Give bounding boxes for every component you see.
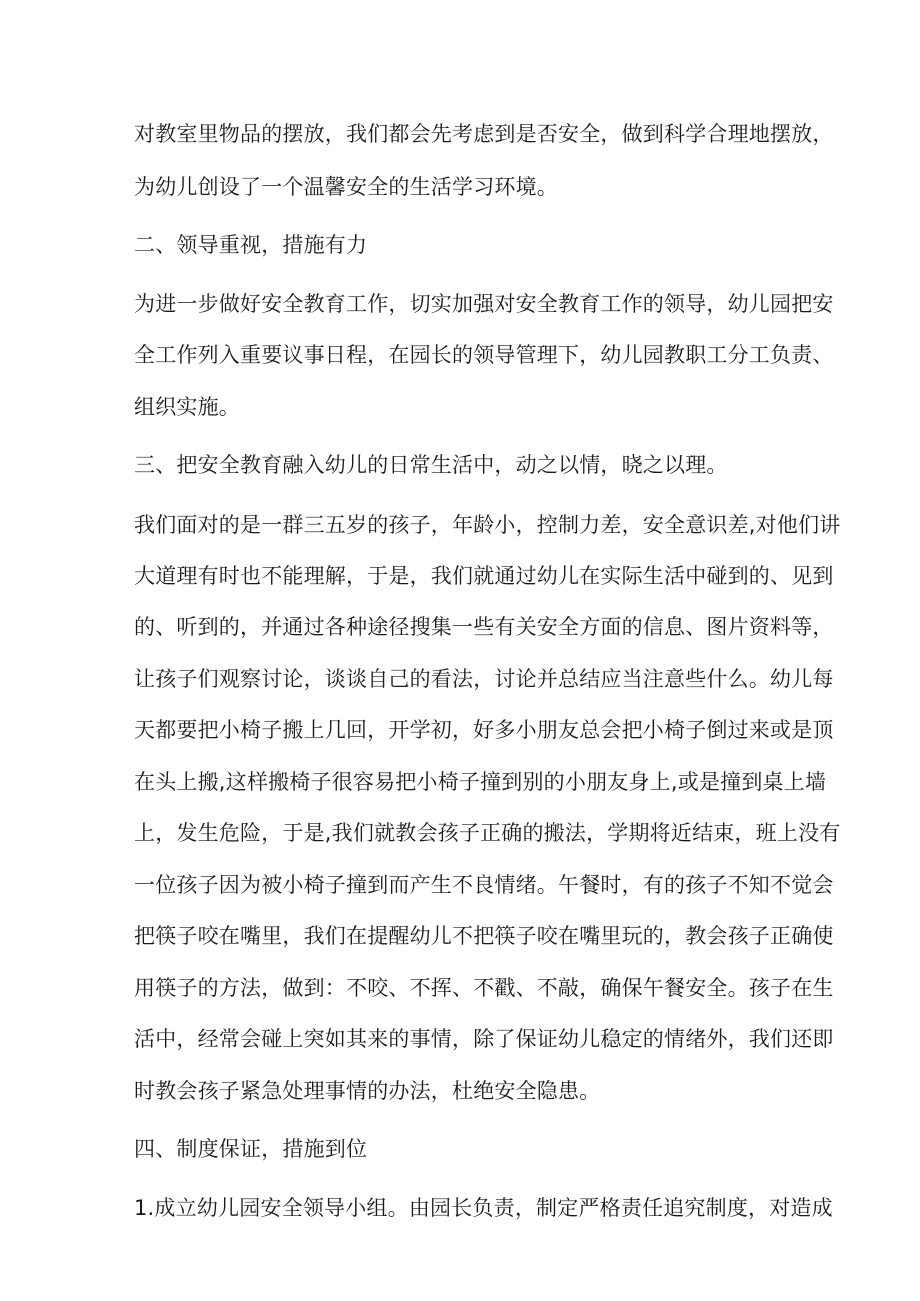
paragraph-2-line-2: 全工作列入重要议事日程，在园长的领导管理下，幼儿园教职工分工负责、 bbox=[134, 343, 834, 367]
paragraph-1-line-2: 为幼儿创设了一个温馨安全的生活学习环境。 bbox=[134, 175, 558, 199]
paragraph-3-line-1: 我们面对的是一群三五岁的孩子，年龄小，控制力差，安全意识差,对他们讲 bbox=[134, 513, 841, 537]
paragraph-3-line-12: 时教会孩子紧急处理事情的办法，杜绝安全隐患。 bbox=[134, 1079, 601, 1103]
paragraph-3-line-10: 用筷子的方法，做到：不咬、不挥、不戳、不敲，确保午餐安全。孩子在生 bbox=[134, 976, 834, 1000]
paragraph-3-line-3: 的、听到的，并通过各种途径搜集一些有关安全方面的信息、图片资料等， bbox=[134, 615, 834, 639]
paragraph-3-line-4: 让孩子们观察讨论，谈谈自己的看法，讨论并总结应当注意些什么。幼儿每 bbox=[134, 667, 834, 691]
paragraph-1-line-1: 对教室里物品的摆放，我们都会先考虑到是否安全，做到科学合理地摆放， bbox=[134, 122, 834, 146]
section-heading-4: 四、制度保证，措施到位 bbox=[134, 1137, 368, 1161]
section-heading-3: 三、把安全教育融入幼儿的日常生活中，动之以情，晓之以理。 bbox=[134, 453, 728, 477]
paragraph-3-line-11: 活中，经常会碰上突如其来的事情，除了保证幼儿稳定的情绪外，我们还即 bbox=[134, 1027, 834, 1051]
paragraph-3-line-6: 在头上搬,这样搬椅子很容易把小椅子撞到别的小朋友身上,或是撞到桌上墙 bbox=[134, 770, 827, 794]
paragraph-3-line-8: 一位孩子因为被小椅子撞到而产生不良情绪。午餐时，有的孩子不知不觉会 bbox=[134, 873, 834, 897]
paragraph-3-line-9: 把筷子咬在嘴里，我们在提醒幼儿不把筷子咬在嘴里玩的，教会孩子正确使 bbox=[134, 924, 834, 948]
paragraph-2-line-1: 为进一步做好安全教育工作，切实加强对安全教育工作的领导，幼儿园把安 bbox=[134, 292, 834, 316]
paragraph-3-line-5: 天都要把小椅子搬上几回，开学初，好多小朋友总会把小椅子倒过来或是顶 bbox=[134, 718, 834, 742]
paragraph-2-line-3: 组织实施。 bbox=[134, 395, 240, 419]
section-heading-2: 二、领导重视，措施有力 bbox=[134, 233, 368, 257]
paragraph-3-line-2: 大道理有时也不能理解，于是，我们就通过幼儿在实际生活中碰到的、见到 bbox=[134, 564, 834, 588]
paragraph-4-line-1: 1.成立幼儿园安全领导小组。由园长负责，制定严格责任追究制度，对造成 bbox=[134, 1196, 833, 1220]
paragraph-3-line-7: 上，发生危险，于是,我们就教会孩子正确的搬法，学期将近结束，班上没有 bbox=[134, 821, 841, 845]
